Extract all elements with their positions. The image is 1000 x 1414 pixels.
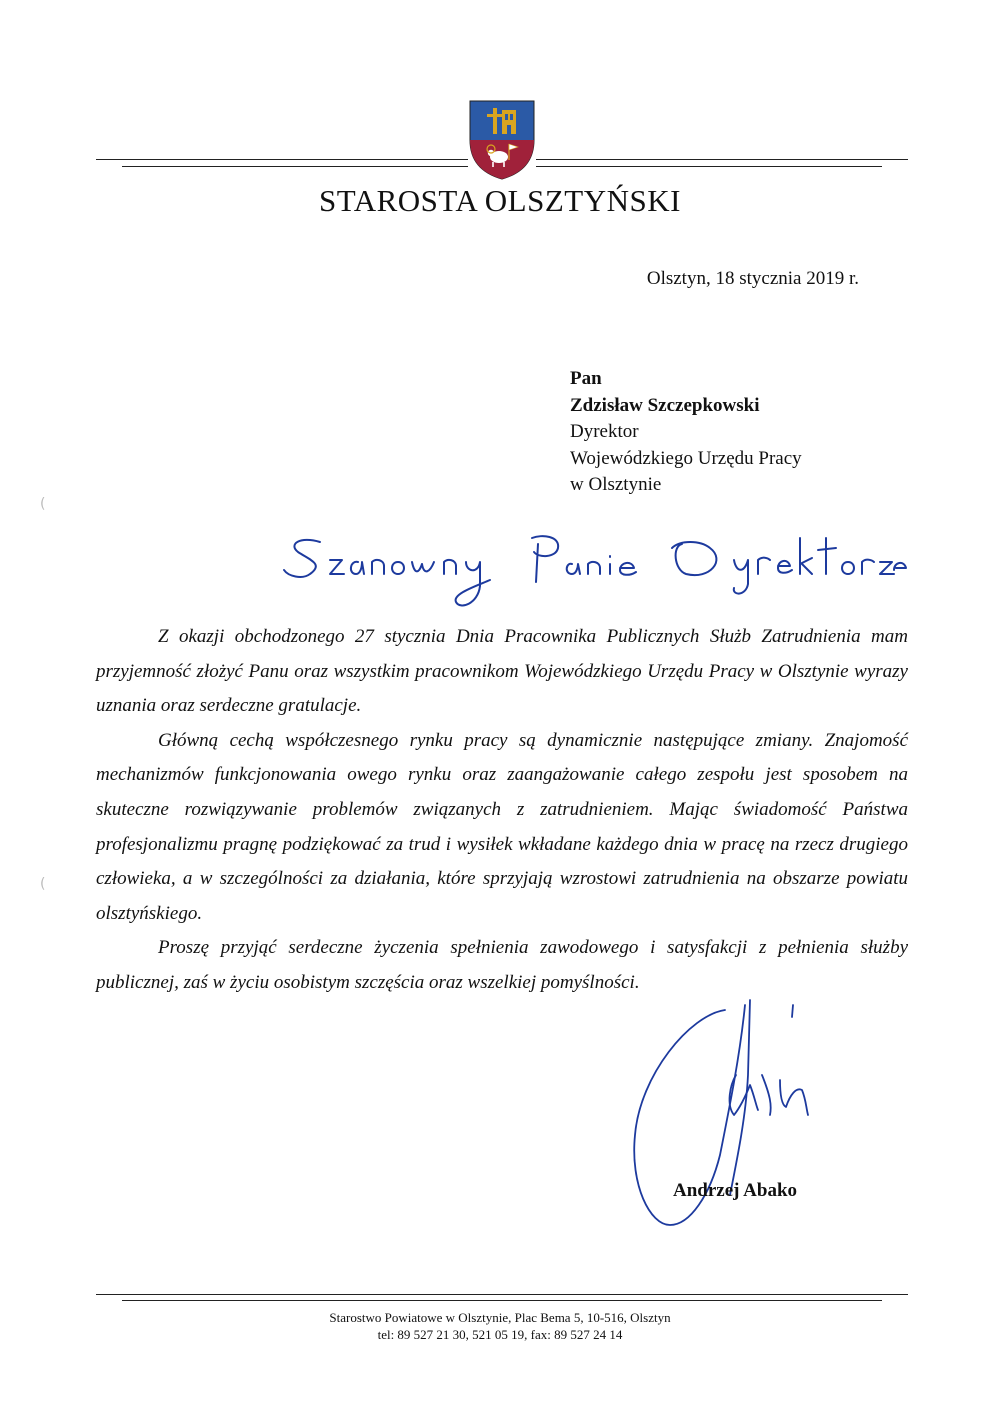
addressee-city: w Olsztynie — [570, 474, 662, 495]
signer-name: Andrzej Abako — [673, 1180, 798, 1201]
footer-rule-inner — [122, 1300, 882, 1301]
scan-mark-1: ( — [40, 496, 46, 512]
header-rule-right-inner — [536, 166, 882, 167]
letter-footer — [0, 1309, 1000, 1343]
letter-body — [96, 620, 908, 1001]
body-paragraph-2: Główną cechą współczesnego rynku pracy są dynamicznie następujące zmiany. Znajomość mechanizmów funkcjonowania owego rynku oraz zaangażowanie całego zespołu jest sposobem na skuteczne rozwiązywanie problemów związanych z zatrudnieniem. Mając świadomość Państwa profesjonalizmu pragnę podziękować za trud i wysiłek wkładane każdego dnia w pracę na rzecz drugiego człowieka, a w szczególności za działania, które sprzyjają wzrostowi zatrudnienia na obszarze powiatu olsztyńskiego. — [96, 729, 908, 924]
footer-rule-outer — [96, 1294, 908, 1295]
header-rule-left-outer — [96, 159, 468, 160]
addressee-block — [570, 366, 802, 499]
addressee-name: Zdzisław Szczepkowski — [570, 394, 760, 416]
date-line: Olsztyn, 18 stycznia 2019 r. — [646, 268, 859, 289]
footer-address: Starostwo Powiatowe w Olsztynie, Plac Bema 5, 10-516, Olsztyn — [329, 1310, 671, 1325]
handwritten-salutation — [280, 530, 910, 620]
coat-of-arms-icon — [469, 100, 535, 180]
letterhead-title: STAROSTA OLSZTYŃSKI — [319, 183, 681, 218]
scan-mark-2: ( — [40, 876, 46, 892]
addressee-salutation: Pan — [570, 368, 602, 389]
footer-phone: tel: 89 527 21 30, 521 05 19, fax: 89 527 24 14 — [377, 1327, 623, 1342]
addressee-institution: Wojewódzkiego Urzędu Pracy — [570, 447, 802, 469]
body-paragraph-3: Proszę przyjąć serdeczne życzenia spełnienia zawodowego i satysfakcji z pełnienia służby publicznej, zaś w życiu osobistym szczęścia oraz wszelkiej pomyślności. — [96, 937, 908, 993]
header-rule-right-outer — [536, 159, 908, 160]
body-paragraph-1: Z okazji obchodzonego 27 stycznia Dnia Pracownika Publicznych Służb Zatrudnienia mam przyjemność złożyć Panu oraz wszystkim pracownikom Wojewódzkiego Urzędu Pracy w Olsztynie wyrazy uznania oraz serdeczne gratulacje. — [96, 626, 908, 717]
addressee-position: Dyrektor — [570, 421, 639, 442]
header-rule-left-inner — [122, 166, 468, 167]
